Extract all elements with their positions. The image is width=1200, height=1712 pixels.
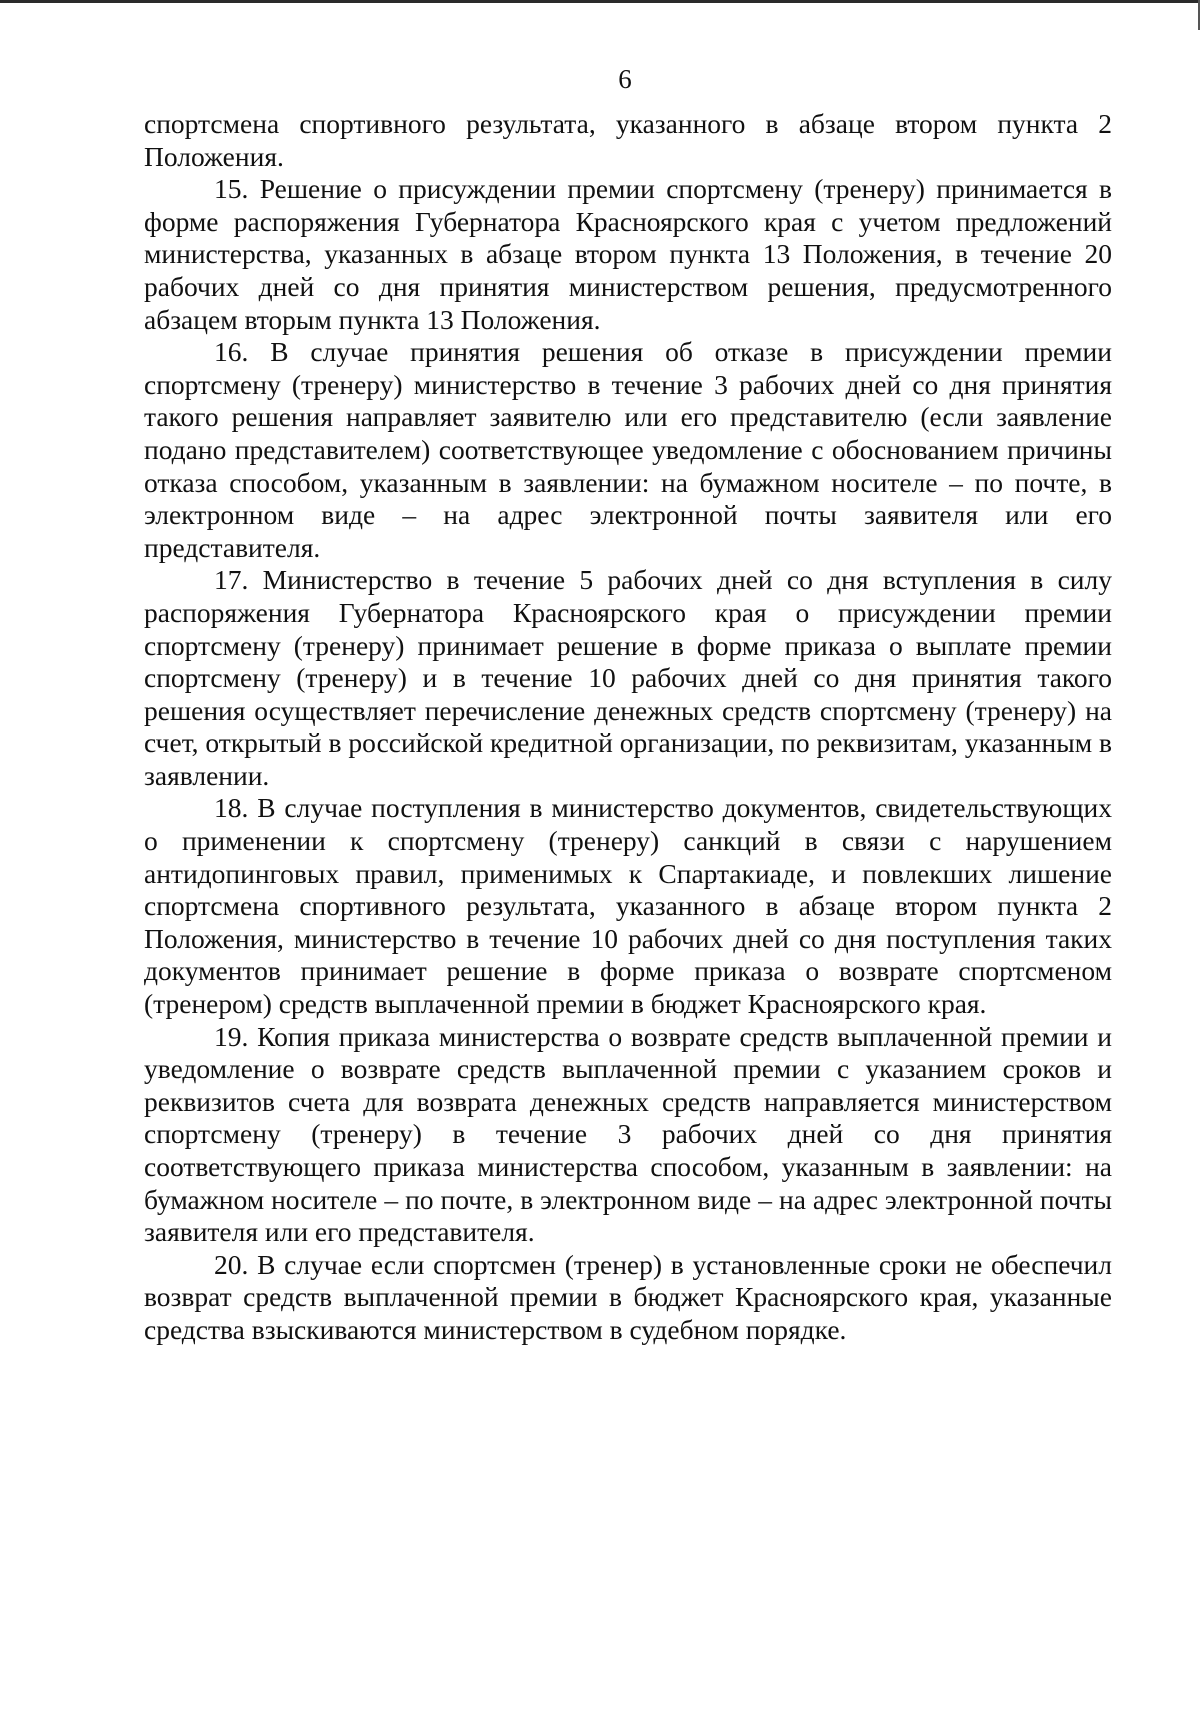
paragraph-17: 17. Министерство в течение 5 рабочих дней со дня вступления в силу распоряжения Губернатора Красноярского края о присуждении премии спортсмену (тренеру) принимает решение в форме приказа о выплате премии спортсмену (тренеру) и в течение 10 рабочих дней со дня принятия такого решения осуществляет перечисление денежных средств спортсмену (тренеру) на счет, открытый в российской кредитной организации, по реквизитам, указанным в заявлении. xyxy=(144,564,1112,791)
scan-edge-top xyxy=(0,0,1200,3)
paragraph-16: 16. В случае принятия решения об отказе в присуждении премии спортсмену (тренеру) министерство в течение 3 рабочих дней со дня принятия такого решения направляет заявителю или его представителю (если заявление подано представителем) соответствующее уведомление с обоснованием причины отказа способом, указанным в заявлении: на бумажном носителе – по почте, в электронном виде – на адрес электронной почты заявителя или его представителя. xyxy=(144,336,1112,563)
paragraph-18: 18. В случае поступления в министерство документов, свидетельствующих о применении к спортсмену (тренеру) санкций в связи с нарушением антидопинговых правил, применимых к Спартакиаде, и повлекших лишение спортсмена спортивного результата, указанного в абзаце втором пункта 2 Положения, министерство в течение 10 рабочих дней со дня поступления таких документов принимает решение в форме приказа о возврате спортсменом (тренером) средств выплаченной премии в бюджет Красноярского края. xyxy=(144,792,1112,1020)
paragraph-19: 19. Копия приказа министерства о возврате средств выплаченной премии и уведомление о возврате средств выплаченной премии с указанием сроков и реквизитов счета для возврата денежных средств направляется министерством спортсмену (тренеру) в течение 3 рабочих дней со дня принятия соответствующего приказа министерства способом, указанным в заявлении: на бумажном носителе – по почте, в электронном виде – на адрес электронной почты заявителя или его представителя. xyxy=(144,1020,1112,1248)
document-body xyxy=(144,108,1112,1347)
paragraph-continuation: спортсмена спортивного результата, указанного в абзаце втором пункта 2 Положения. xyxy=(144,108,1112,172)
paragraph-20: 20. В случае если спортсмен (тренер) в установленные сроки не обеспечил возврат средств выплаченной премии в бюджет Красноярского края, указанные средства взыскиваются министерством в судебном порядке. xyxy=(144,1248,1112,1345)
page-number: 6 xyxy=(618,64,632,94)
paragraph-15: 15. Решение о присуждении премии спортсмену (тренеру) принимается в форме распоряжения Губернатора Красноярского края с учетом предложений министерства, указанных в абзаце втором пункта 13 Положения, в течение 20 рабочих дней со дня принятия министерством решения, предусмотренного абзацем вторым пункта 13 Положения. xyxy=(144,173,1112,335)
